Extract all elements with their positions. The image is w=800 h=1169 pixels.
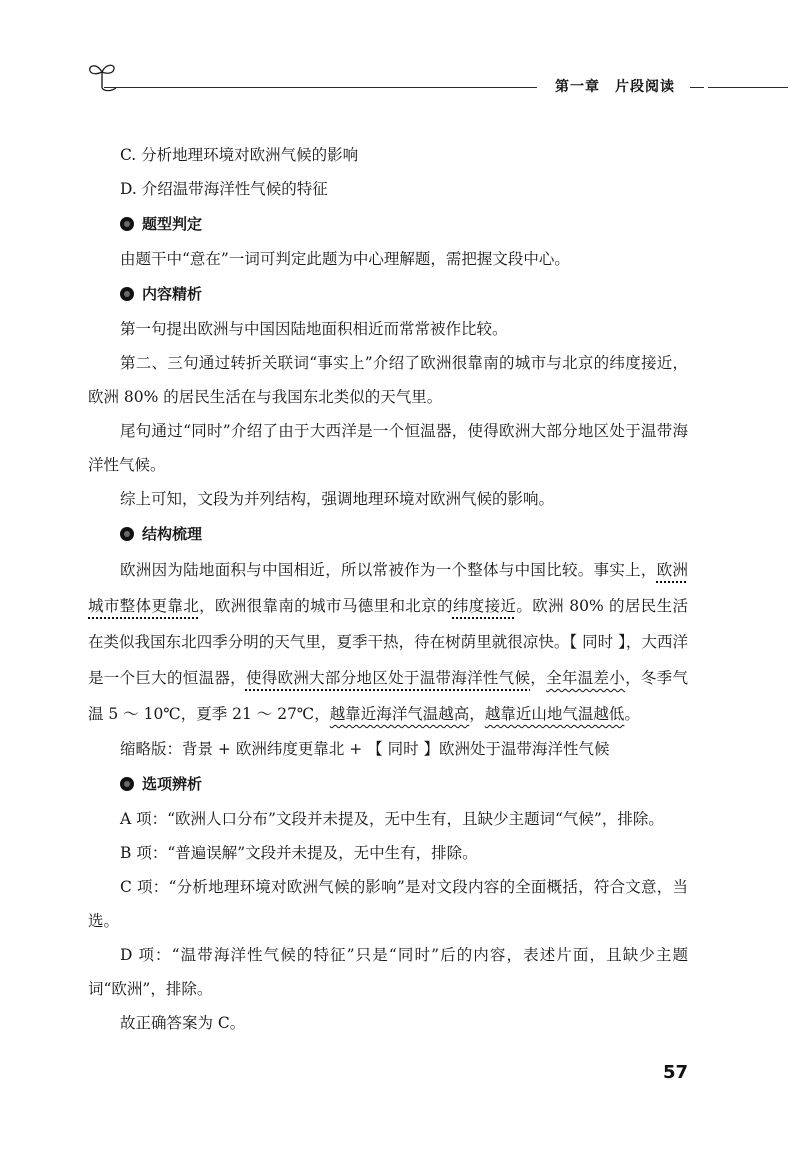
passage-emphasis: 纬度接近 — [452, 597, 517, 615]
section-title: 题型判定 — [142, 215, 203, 233]
running-header — [0, 58, 800, 98]
page-number: 57 — [663, 1062, 689, 1083]
page-body — [88, 138, 688, 1040]
passage-segment: 欧洲因为陆地面积与中国相近，所以常被作为一个整体与中国比较。事实上， — [120, 561, 657, 579]
chapter-title: 第一章 片段阅读 — [555, 79, 675, 95]
header-rule-short — [690, 87, 704, 88]
content-paragraph: 第一句提出欧洲与中国因陆地面积相近而常常被作比较。 — [120, 320, 508, 338]
final-answer: 故正确答案为 C。 — [120, 1014, 246, 1032]
option-analysis-c: C 项：“分析地理环境对欧洲气候的影响”是对文段内容的全面概括，符合文意，当选。 — [88, 878, 688, 930]
passage-emphasis: 使得欧洲大部分地区处于温带海洋性气候 — [245, 669, 531, 687]
option-analysis-d: D 项：“温带海洋性气候的特征”只是“同时”后的内容，表述片面，且缺少主题词“欧洲”，排除。 — [88, 946, 688, 998]
passage-segment: 。欧洲 80% 的居民生活在类似我国东北四季分明的天气里，夏季干热，待在树荫里就很凉快。【 同时 】，大西洋是一个巨大的恒温器， — [88, 597, 688, 687]
option-analysis-a: A 项：“欧洲人口分布”文段并未提及，无中生有，且缺少主题词“气候”，排除。 — [120, 810, 664, 828]
section-heading-content — [88, 276, 688, 312]
section-title: 选项辨析 — [142, 775, 203, 793]
passage-wavy: 越靠近海洋气温越高 — [329, 705, 470, 723]
section-title: 结构梳理 — [142, 525, 203, 543]
passage-segment: ， — [469, 705, 485, 723]
content-paragraph: 第二、三句通过转折关联词“事实上”介绍了欧洲很靠南的城市与北京的纬度接近，欧洲 80% 的居民生活在与我国东北类似的天气里。 — [88, 354, 688, 406]
type-judgement-text: 由题干中“意在”一词可判定此题为中心理解题，需把握文段中心。 — [120, 250, 570, 268]
content-paragraph: 综上可知，文段为并列结构，强调地理环境对欧洲气候的影响。 — [120, 490, 555, 508]
structure-passage — [88, 552, 688, 732]
option-c-text: C. 分析地理环境对欧洲气候的影响 — [120, 146, 359, 164]
header-rule-right — [708, 87, 788, 88]
section-heading-options — [88, 766, 688, 802]
content-paragraph: 尾句通过“同时”介绍了由于大西洋是一个恒温器，使得欧洲大部分地区处于温带海洋性气候。 — [88, 422, 688, 474]
passage-segment: 。 — [624, 705, 640, 723]
passage-segment: ，欧洲很靠南的城市马德里和北京的 — [199, 597, 453, 615]
section-bullet-icon — [120, 287, 134, 301]
section-bullet-icon — [120, 777, 134, 791]
section-bullet-icon — [120, 527, 134, 541]
passage-segment: ， — [530, 669, 547, 687]
section-heading-type — [88, 206, 688, 242]
option-d-text: D. 介绍温带海洋性气候的特征 — [120, 180, 328, 198]
passage-segment: ，冬季气温 5 ～ 10℃，夏季 21 ～ 27℃， — [88, 669, 688, 723]
section-bullet-icon — [120, 217, 134, 231]
passage-wavy: 越靠近山地气温越低 — [484, 705, 625, 723]
structure-summary: 缩略版：背景 + 欧洲纬度更靠北 + 【 同时 】欧洲处于温带海洋性气候 — [120, 740, 610, 758]
passage-wavy: 全年温差小 — [546, 669, 626, 687]
passage-emphasis: 欧洲城市整体更靠北 — [88, 561, 688, 615]
header-rule — [104, 87, 537, 88]
option-analysis-b: B 项：“普遍误解”文段并未提及，无中生有，排除。 — [120, 844, 478, 862]
section-title: 内容精析 — [142, 285, 203, 303]
section-heading-structure — [88, 516, 688, 552]
